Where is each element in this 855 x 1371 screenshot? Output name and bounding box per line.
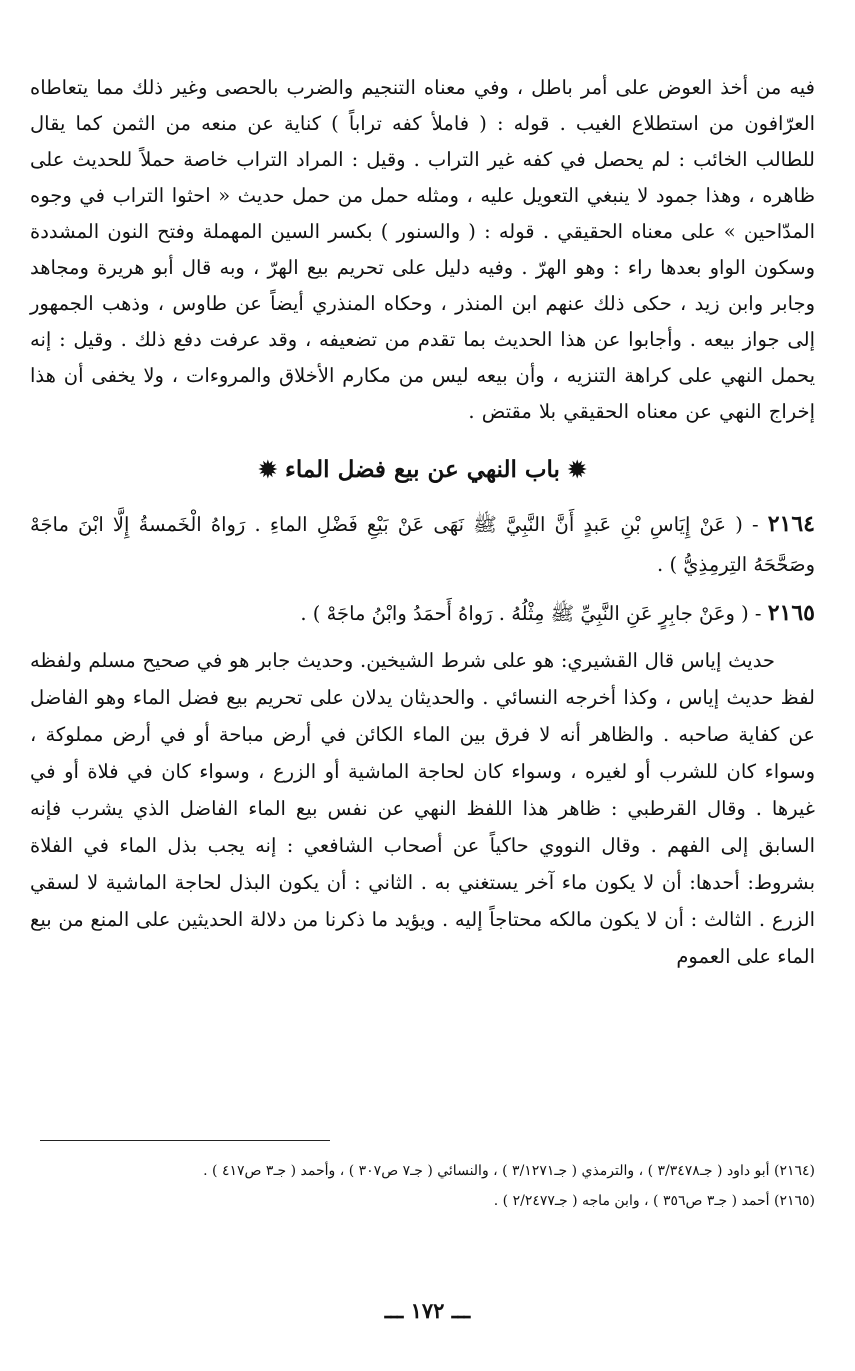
star-ornament-icon: ✹	[258, 457, 278, 483]
footnote-divider	[40, 1140, 330, 1141]
footnotes	[30, 1156, 815, 1216]
star-ornament-icon: ✹	[567, 457, 587, 483]
hadith-number: ٢١٦٤	[767, 511, 815, 537]
commentary-paragraph: حديث إياس قال القشيري: هو على شرط الشيخين. وحديث جابر هو في صحيح مسلم ولفظه لفظ حديث إياس ، وكذا أخرجه النسائي . والحديثان يدلان على تحريم بيع فضل الماء وهو الفاضل عن كفاية صاحبه . والظاهر أنه لا فرق بين الماء الكائن في أرض مباحة أو في أرض مملوكة ، وسواء كان للشرب أو لغيره ، وسواء كان لحاجة الماشية أو الزرع ، وسواء كان في فلاة أو في غيرها . وقال القرطبي : ظاهر هذا اللفظ النهي عن نفس بيع الماء الفاضل الذي يشرب فإنه السابق إلى الفهم . وقال النووي حاكياً عن أصحاب الشافعي : إنه يجب بذل الماء في الفلاة بشروط: أحدها: أن لا يكون ماء آخر يستغني به . الثاني : أن يكون البذل لحاجة الماشية لا لسقي الزرع . الثالث : أن لا يكون مالكه محتاجاً إليه . ويؤيد ما ذكرنا من دلالة الحديثين على المنع من بيع الماء على العموم	[30, 649, 815, 968]
footnote-2165: (٢١٦٥) أحمد ( جـ٣ ص٣٥٦ ) ، وابن ماجه ( جـ٢/٢٤٧٧ ) .	[493, 1193, 815, 1209]
hadith-text: - ( عَنْ إِيَاسِ بْنِ عَبدٍ أَنَّ النَّبِيَّ ﷺ نَهَى عَنْ بَيْعِ فَضْلِ الماءِ . رَواهُ الْخَمسةُ إِلَّا ابْنَ ماجَهْ وصَحَّحَهُ التِرمِذِيُّ ) .	[30, 513, 815, 576]
intro-paragraph: فيه من أخذ العوض على أمر باطل ، وفي معناه التنجيم والضرب بالحصى وغير ذلك مما يتعاطاه العرّافون من استطلاع الغيب . قوله : ( فاملأ كفه تراباً ) كناية عن منعه من الثمن كما يقال للطالب الخائب : لم يحصل في كفه غير التراب . وقيل : المراد التراب خاصة حملاً للحديث على ظاهره ، وهذا جمود لا ينبغي التعويل عليه ، ومثله حمل من حمل حديث « احثوا التراب في وجوه المدّاحين » على معناه الحقيقي . قوله : ( والسنور ) بكسر السين المهملة وفتح النون المشددة وسكون الواو بعدها راء : وهو الهرّ . وفيه دليل على تحريم بيع الهرّ ، وبه قال أبو هريرة ومجاهد وجابر وابن زيد ، حكى ذلك عنهم ابن المنذر ، وحكاه المنذري أيضاً عن طاوس ، وذهب الجمهور إلى جواز بيعه . وأجابوا عن هذا الحديث بما تقدم من تضعيفه ، وقد عرفت دفع ذلك . وقيل : إنه يحمل النهي على كراهة التنزيه ، وأن بيعه ليس من مكارم الأخلاق والمروءات ، ولا يخفى أن هذا إخراج النهي عن معناه الحقيقي بلا مقتض .	[30, 76, 815, 423]
hadith-number: ٢١٦٥	[767, 600, 815, 626]
hadith-2164	[30, 504, 815, 585]
hadith-2165	[30, 593, 815, 634]
chapter-heading	[30, 450, 815, 490]
page-number: ـــ ١٧٢ ـــ	[384, 1298, 471, 1323]
hadith-text: - ( وعَنْ جابِرٍ عَنِ النَّبِيِّ ﷺ مِثْلُهُ . رَواهُ أَحمَدُ وابْنُ ماجَهْ ) .	[300, 602, 768, 625]
footnote-2164: (٢١٦٤) أبو داود ( جـ٣/٣٤٧٨ ) ، والترمذي ( جـ٣/١٢٧١ ) ، والنسائي ( جـ٧ ص٣٠٧ ) ، وأحمد ( جـ٣ ص٤١٧ ) .	[203, 1163, 815, 1179]
chapter-title: باب النهي عن بيع فضل الماء	[285, 456, 560, 483]
